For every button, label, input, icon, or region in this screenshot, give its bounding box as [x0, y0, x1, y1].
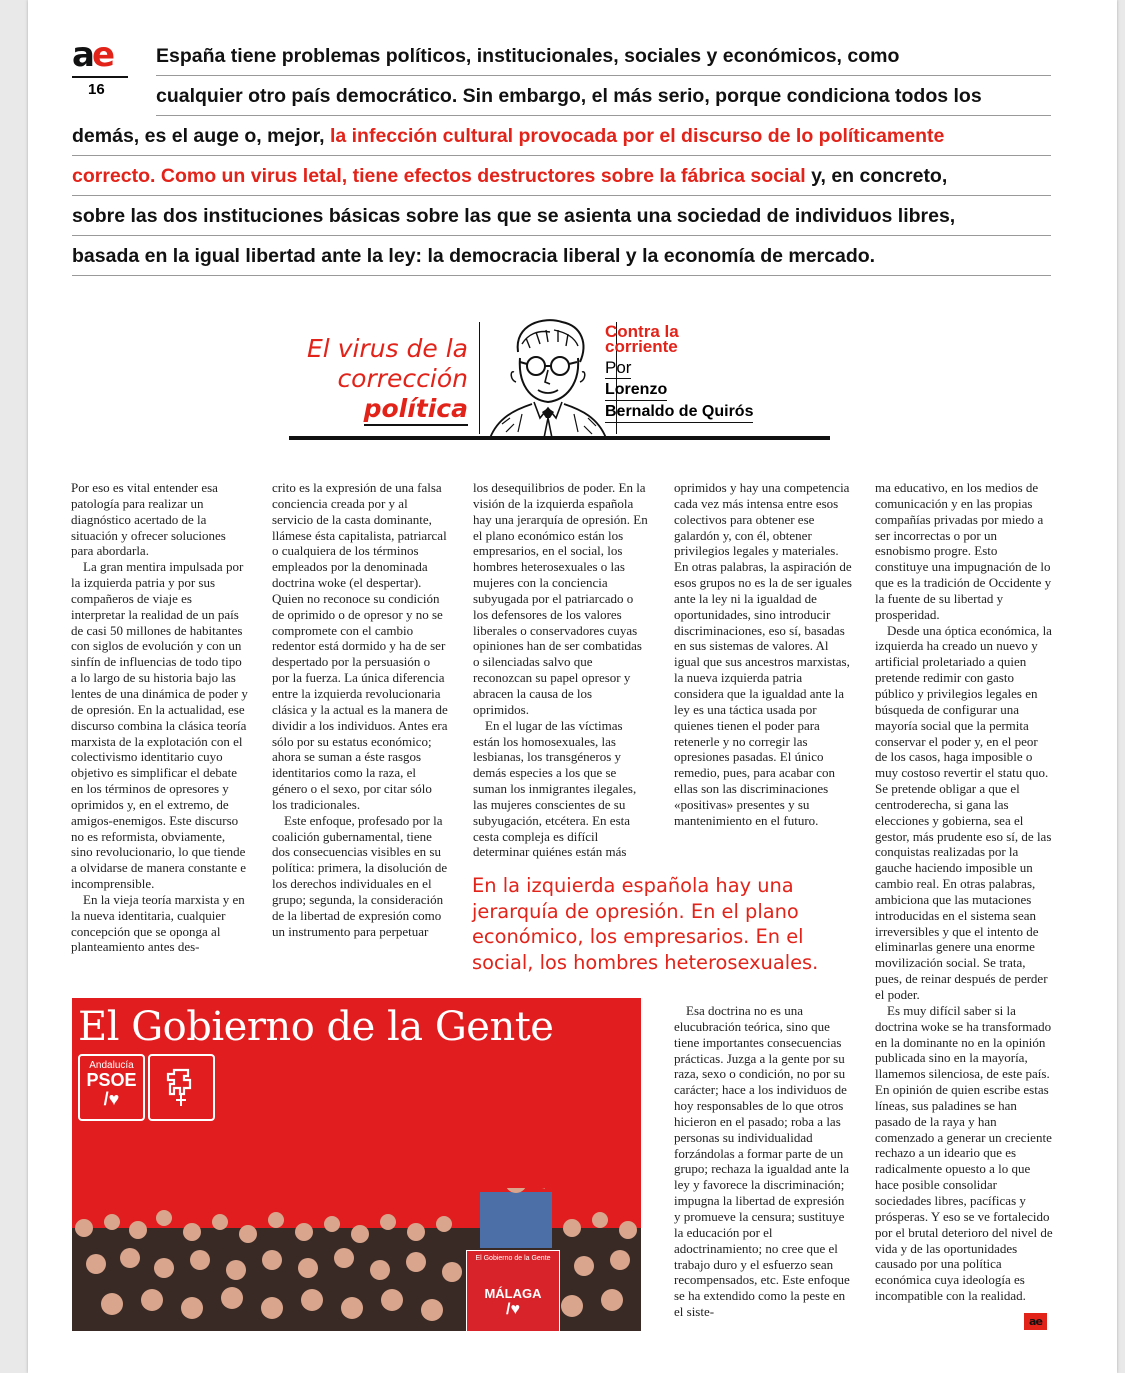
lead-line-1: España tiene problemas políticos, institucionales, sociales y económicos, como	[156, 36, 1051, 76]
rose-logo-icon	[148, 1054, 215, 1121]
logo-letter-e: e	[91, 35, 113, 75]
paragraph: En el lugar de las víctimas están los homosexuales, las lesbianas, los transgéneros y demás especies a los que se suman los inmigrantes ilegales, las mujeres conscientes de su subyugación, etcétera. En esta cesta compleja es difícil determinar quiénes están más	[473, 717, 637, 860]
header-divider-left	[479, 322, 480, 434]
header-base-rule	[289, 436, 830, 440]
article-title	[286, 334, 468, 426]
lead-line-4: correcto. Como un virus letal, tiene efectos destructores sobre la fábrica social y, en concreto,	[72, 156, 1051, 196]
byline	[605, 324, 805, 423]
title-line-2: corrección	[337, 364, 468, 393]
rally-photo	[72, 998, 641, 1331]
page-number: 16	[88, 81, 105, 98]
photo-banner-text: El Gobierno de la Gente	[78, 1004, 554, 1050]
paragraph: Desde una óptica económica, la izquierda ha creado un nuevo y artificial proletariado a quien pretende redimir con gasto público y privilegios legales en búsqueda de configurar una mayoría social que la permita conservar el poder y, en el peor de los casos, haga imposible o muy costoso revertir el statu quo. Se pretende obligar a que el centroderecha, si gana las elecciones y gobierna, sea el gestor, más prudente eso sí, de las conquistas realizadas por la gauche haciendo imposible un cambio real. En otras palabras, ambiciona que las mutaciones introducidas en el sistema sean irreversibles y que el intento de eliminarlas genere una enorme movilización social. Se trata, pues, de reinar después de perder el poder.	[875, 622, 1052, 1002]
article-column-2	[272, 480, 450, 939]
lead-line-3: demás, es el auge o, mejor, la infección cultural provocada por el discurso de lo políticamente	[72, 116, 1051, 156]
paragraph: crito es la expresión de una falsa conciencia creada por y al servicio de la casta dominante, llámese ésta capitalista, patriarcal o cualquiera de los términos empleados por la denominada doctrina woke (el despertar). Quien no reconoce su condición de oprimido o de opresor y no se compromete con el cambio redentor está dormido y ha de ser despertado por la persuasión o por la fuerza. La única diferencia entre la izquierda revolucionaria clásica y la actual es la manera de dividir a los individuos. Antes era sólo por su estatus económico; ahora se suman a éste rasgos identitarios como la raza, el género o el sexo, por citar sólo los tradicionales.	[272, 480, 448, 812]
podium-city: MÁLAGA	[484, 1286, 542, 1301]
paragraph: Es muy difícil saber si la doctrina woke se ha transformado en la dominante no en la opinión publicada sino en la mayoría, llamemos silenciosa, de este país. En opinión de quien escribe estas líneas, sus paladines se han pasado de la raya y han comenzado a generar un creciente rechazo a un ideario que es radicalmente opuesto a lo que hace posible consolidar sociedades libres, pacíficas y prósperas. Y eso se ve fortalecido por el brutal deterioro del nivel de vida y de las oportunidades causado por una política económica cuya ideología es incompatible con la realidad.	[875, 1002, 1053, 1304]
article-column-4-upper	[674, 480, 852, 829]
paragraph: ma educativo, en los medios de comunicación y en las propias compañías privadas por miedo a ser incorrectas o por un esnobismo progre. Esto constituye una impugnación de lo que es la tradición de Occidente y la fuente de su libertad y prosperidad.	[875, 480, 1052, 622]
lead-line-2: cualquier otro país democrático. Sin embargo, el más serio, porque condiciona todos los	[156, 76, 1051, 116]
paragraph: Esa doctrina no es una elucubración teórica, sino que tiene importantes consecuencias prácticas. Juzga a la gente por su raza, sexo o condición, no por su carácter; hace a los individuos de hoy responsables de lo que otros hicieron en el pasado; roba a las personas su individualidad forzándolas a formar parte de un grupo; rechaza la igualdad ante la ley y favorece la discriminación; impugna la libertad de expresión y promueve la censura; sustituye la educación por el adoctrinamiento; no cree que el trabajo duro y el esfuerzo sean recompensados, etc. Este enfoque se ha extendido como la peste en el siste-	[674, 1003, 850, 1320]
byline-by: Por	[605, 358, 632, 377]
paragraph: En la vieja teoría marxista y en la nueva identitaria, cualquier concepción que se oponga al planteamiento antes des-	[71, 891, 245, 955]
end-of-article-mark: ae	[1024, 1313, 1047, 1330]
psoe-andalucia-badge: Andalucía PSOE /♥	[78, 1054, 145, 1121]
magazine-logo	[72, 35, 130, 98]
lead-line-5: sobre las dos instituciones básicas sobre las que se asienta una sociedad de individuos libres,	[72, 196, 1051, 236]
podium	[466, 1250, 560, 1331]
podium-title: El Gobierno de la Gente	[475, 1255, 551, 1262]
logo-letter-a: a	[72, 35, 92, 75]
article-column-1	[71, 480, 249, 955]
title-line-1: El virus de la	[307, 334, 468, 363]
article-column-5	[875, 480, 1053, 1304]
paragraph: oprimidos y hay una competencia cada vez más intensa entre esos colectivos para obtener ese galardón y, con él, obtener privilegios legales y materiales. En otras palabras, la aspiración de esos grupos no es la de ser iguales ante la ley ni la igualdad de oportunidades, sino introducir discriminaciones, eso sí, basadas en sus sistemas de valores. Al igual que sus ancestros marxistas, la nueva izquierda patria considera que la igualdad ante la ley es una táctica usada por quienes tienen el poder para retenerle y no corregir las opresiones pasadas. El único remedio, pues, para acabar con ellas son las discriminaciones «positivas» presentes y su mantenimiento en el futuro.	[674, 480, 852, 828]
paragraph: Por eso es vital entender esa patología para realizar un diagnóstico acertado de la situación y ofrecer soluciones para abordarla.	[71, 480, 226, 559]
paragraph: Este enfoque, profesado por la coalición gubernamental, tiene dos consecuencias visibles en su política: primera, la disolución de los derechos individuales en el grupo; segunda, la consideración de la libertad de expresión como un instrumento para perpetuar	[272, 812, 448, 939]
magazine-page	[28, 0, 1117, 1373]
logo-rule	[72, 76, 128, 78]
section-label: Contra la corriente	[605, 322, 679, 356]
pull-quote: En la izquierda española hay una jerarquía de opresión. En el plano económico, los empresarios. En el social, los hombres heterosexuales.	[472, 874, 819, 974]
author-portrait-illustration	[484, 314, 612, 440]
lead-line-6: basada en la igual libertad ante la ley: la democracia liberal y la economía de mercado.	[72, 236, 1051, 276]
podium-mark: /♥	[506, 1301, 520, 1318]
author-name: Lorenzo Bernaldo de Quirós	[605, 379, 805, 423]
article-column-3	[473, 480, 651, 860]
paragraph: los desequilibrios de poder. En la visión de la izquierda española hay una jerarquía de opresión. En el plano económico están los empresarios, en el social, los hombres heterosexuales o las mujeres con la conciencia subyugada por el patriarcado o los defensores de los valores liberales o conservadores cuyas opiniones han de ser combatidas o silenciadas salvo que reconozcan su papel opresor y abracen la causa de los oprimidos.	[473, 480, 648, 717]
title-line-3: política	[364, 394, 468, 426]
article-column-4-lower	[674, 1003, 852, 1320]
paragraph: La gran mentira impulsada por la izquierda patria y por sus compañeros de viaje es interpretar la realidad de un país de casi 50 millones de habitantes con siglos de evolución y con un sinfín de influencias de todo tipo a lo largo de su historia bajo las lentes de una dinámica de poder y de opresión. En la actualidad, ese discurso combina la clásica teoría marxista de la explotación con el colectivismo identitario cuyo objetivo es simplificar el debate en los términos de opresores y oprimidos y, en el extremo, de amigos-enemigos. Este discurso no es reformista, obviamente, sino revolucionario, lo que tiende a olvidarse de manera constante e incomprensible.	[71, 559, 248, 892]
